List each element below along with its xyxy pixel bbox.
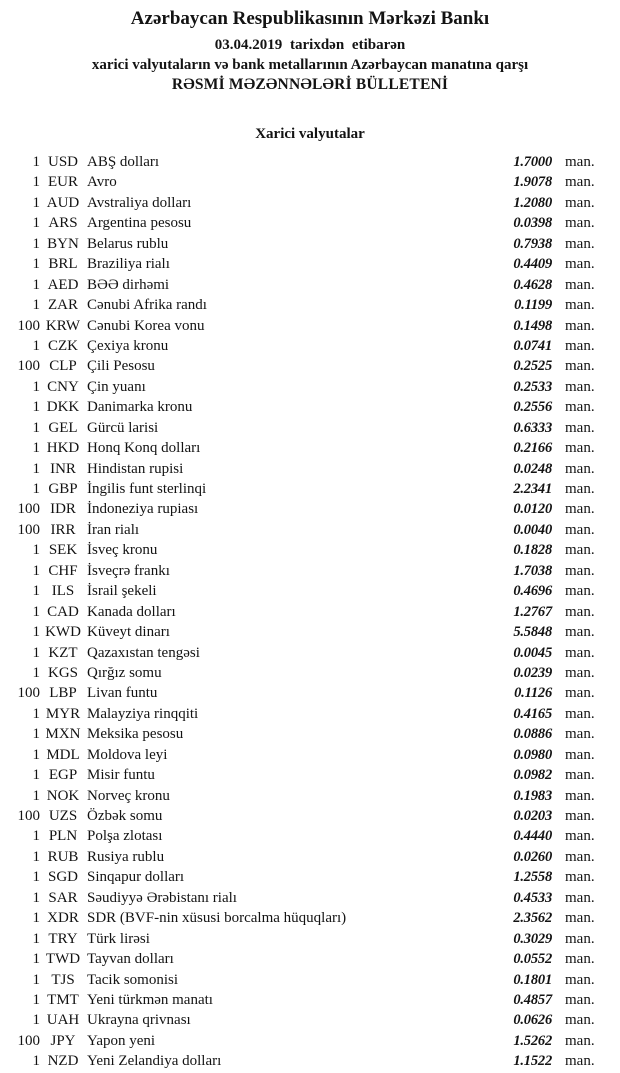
currency-name-cell: Türk lirəsi — [87, 930, 150, 947]
rate-value-cell: 0.1199 — [514, 297, 552, 314]
table-row — [0, 888, 620, 908]
currency-code-cell: GEL — [48, 419, 78, 436]
currency-code-cell: ZAR — [48, 297, 78, 314]
currency-name-cell: Qırğız somu — [87, 664, 162, 681]
rate-value-cell: 0.4165 — [513, 705, 552, 722]
currency-name-cell: İndoneziya rupiası — [87, 501, 199, 518]
subject-line: xarici valyutaların və bank metallarının Azərbaycan manatına qarşı — [91, 57, 529, 73]
currency-name-cell: Çili Pesosu — [87, 358, 155, 375]
unit-cell: man. — [565, 440, 595, 457]
currency-name-cell: Moldova leyi — [87, 746, 168, 763]
rate-value-cell: 0.4533 — [513, 889, 552, 906]
currency-name-cell: Səudiyyə Ərəbistanı rialı — [87, 889, 237, 906]
currency-code-cell: USD — [47, 154, 78, 170]
rate-value-cell: 0.1498 — [513, 317, 552, 334]
currency-name-cell: Polşa zlotası — [87, 828, 163, 845]
rate-value-cell: 0.4857 — [513, 991, 552, 1008]
unit-cell: man. — [565, 419, 595, 436]
table-row — [0, 234, 620, 254]
unit-cell: man. — [565, 235, 595, 252]
unit-cell: man. — [565, 930, 595, 947]
unit-cell: man. — [565, 297, 595, 314]
unit-cell: man. — [565, 358, 595, 375]
currency-code-cell: DKK — [46, 399, 80, 416]
quantity-cell: 1 — [32, 194, 40, 211]
currency-name-cell: İsrail şekeli — [87, 583, 157, 600]
currency-name-cell: Çexiya kronu — [87, 337, 169, 354]
bulletin-title: RƏSMİ MƏZƏNNƏLƏRİ BÜLLETENİ — [171, 76, 449, 93]
currency-code-cell: MXN — [45, 726, 81, 743]
table-row — [0, 765, 620, 785]
table-row — [0, 806, 620, 826]
rate-value-cell: 0.2533 — [513, 378, 552, 395]
currency-code-cell: IDR — [50, 501, 76, 518]
currency-name-cell: Belarus rublu — [87, 235, 169, 252]
rate-value-cell: 1.7000 — [513, 154, 552, 170]
table-row — [0, 213, 620, 233]
currency-code-cell: AED — [47, 276, 79, 293]
unit-cell: man. — [565, 378, 595, 395]
table-row — [0, 418, 620, 438]
currency-code-cell: EGP — [48, 767, 78, 784]
unit-cell: man. — [565, 991, 595, 1008]
quantity-cell: 1 — [32, 399, 40, 416]
rate-value-cell: 0.1801 — [513, 971, 552, 988]
unit-cell: man. — [565, 521, 595, 538]
quantity-cell: 1 — [32, 767, 40, 784]
currency-code-cell: SGD — [47, 869, 78, 886]
table-row — [0, 990, 620, 1010]
unit-cell: man. — [565, 848, 595, 865]
effective-date-line: 03.04.2019 tarixdən etibarən — [214, 37, 406, 53]
quantity-cell: 1 — [32, 256, 40, 273]
rate-value-cell: 0.0248 — [513, 460, 552, 477]
quantity-cell: 1 — [32, 562, 40, 579]
unit-cell: man. — [565, 910, 595, 927]
unit-cell: man. — [565, 889, 595, 906]
currency-code-cell: CNY — [47, 378, 79, 395]
table-row — [0, 683, 620, 703]
table-row — [0, 336, 620, 356]
table-row — [0, 745, 620, 765]
quantity-cell: 1 — [32, 378, 40, 395]
unit-cell: man. — [565, 583, 595, 600]
table-row — [0, 581, 620, 601]
rate-value-cell: 0.2166 — [513, 440, 552, 457]
unit-cell: man. — [565, 194, 595, 211]
quantity-cell: 1 — [32, 1053, 40, 1070]
currency-code-cell: MDL — [46, 746, 80, 763]
quantity-cell: 1 — [32, 991, 40, 1008]
currency-name-cell: Tacik somonisi — [87, 971, 179, 988]
rate-value-cell: 0.4409 — [513, 256, 552, 273]
unit-cell: man. — [565, 767, 595, 784]
rate-value-cell: 0.1828 — [513, 542, 552, 559]
currency-name-cell: Malayziya rinqqiti — [87, 705, 199, 722]
currency-name-cell: İngilis funt sterlinqi — [87, 481, 207, 497]
rate-value-cell: 0.4628 — [513, 276, 552, 293]
unit-cell: man. — [565, 276, 595, 293]
currency-code-cell: ARS — [48, 215, 78, 232]
unit-cell: man. — [565, 685, 595, 702]
rate-value-cell: 0.0982 — [513, 767, 552, 784]
currency-code-cell: XDR — [47, 910, 79, 927]
table-row — [0, 1010, 620, 1030]
unit-cell: man. — [565, 501, 595, 518]
currency-name-cell: Rusiya rublu — [87, 848, 165, 865]
currency-name-cell: Norveç kronu — [87, 787, 170, 804]
currency-code-cell: TMT — [47, 991, 79, 1008]
currency-code-cell: IRR — [50, 521, 76, 538]
currency-code-cell: TWD — [45, 951, 81, 968]
currency-code-cell: PLN — [48, 828, 78, 845]
unit-cell: man. — [565, 337, 595, 354]
quantity-cell: 1 — [32, 154, 40, 170]
table-row — [0, 499, 620, 519]
rate-value-cell: 0.3029 — [513, 930, 552, 947]
currency-name-cell: Honq Konq dolları — [87, 440, 201, 457]
currency-name-cell: Yeni türkmən manatı — [87, 991, 213, 1008]
quantity-cell: 1 — [32, 971, 40, 988]
rate-value-cell: 0.0398 — [513, 215, 552, 232]
currency-code-cell: SAR — [48, 889, 78, 906]
rate-value-cell: 1.1522 — [513, 1053, 552, 1070]
currency-name-cell: Qazaxıstan tengəsi — [87, 644, 200, 661]
rate-value-cell: 1.2558 — [513, 869, 552, 886]
rate-value-cell: 0.1983 — [513, 787, 552, 804]
table-row — [0, 520, 620, 540]
quantity-cell: 1 — [32, 174, 40, 191]
rate-value-cell: 5.5848 — [513, 624, 552, 641]
quantity-cell: 1 — [32, 705, 40, 722]
quantity-cell: 1 — [32, 603, 40, 620]
currency-code-cell: KGS — [47, 664, 78, 681]
currency-name-cell: Cənubi Afrika randı — [87, 297, 207, 314]
unit-cell: man. — [565, 869, 595, 886]
currency-name-cell: Avstraliya dolları — [87, 194, 192, 211]
unit-cell: man. — [565, 787, 595, 804]
currency-code-cell: BYN — [47, 235, 79, 252]
currency-name-cell: Avro — [87, 174, 117, 191]
unit-cell: man. — [565, 460, 595, 477]
currency-name-cell: ABŞ dolları — [87, 154, 160, 170]
currency-code-cell: GBP — [48, 481, 78, 497]
currency-code-cell: EUR — [48, 174, 78, 191]
unit-cell: man. — [565, 705, 595, 722]
currency-name-cell: Argentina pesosu — [87, 215, 192, 232]
quantity-cell: 100 — [17, 808, 40, 824]
rate-value-cell: 0.6333 — [513, 419, 552, 436]
table-row — [0, 622, 620, 642]
currency-name-cell: İran rialı — [87, 521, 140, 538]
table-row — [0, 826, 620, 846]
quantity-cell: 1 — [32, 235, 40, 252]
table-row — [0, 1031, 620, 1051]
table-row — [0, 908, 620, 928]
rate-value-cell: 0.0626 — [513, 1012, 552, 1029]
table-row — [0, 193, 620, 213]
currency-code-cell: ILS — [51, 583, 75, 600]
unit-cell: man. — [565, 951, 595, 968]
unit-cell: man. — [565, 746, 595, 763]
currency-name-cell: Yeni Zelandiya dolları — [87, 1053, 222, 1070]
table-row — [0, 316, 620, 336]
quantity-cell: 1 — [32, 746, 40, 763]
currency-code-cell: AUD — [46, 194, 80, 211]
currency-code-cell: CZK — [48, 337, 78, 354]
table-row — [0, 643, 620, 663]
currency-name-cell: Livan funtu — [87, 685, 158, 702]
quantity-cell: 1 — [32, 910, 40, 927]
currency-name-cell: Cənubi Korea vonu — [87, 317, 205, 334]
unit-cell: man. — [565, 215, 595, 232]
table-row — [0, 949, 620, 969]
table-row — [0, 397, 620, 417]
currency-name-cell: Hindistan rupisi — [87, 460, 184, 477]
currency-code-cell: UZS — [48, 808, 78, 824]
rate-value-cell: 0.0120 — [513, 501, 552, 518]
quantity-cell: 1 — [32, 583, 40, 600]
unit-cell: man. — [565, 317, 595, 334]
quantity-cell: 100 — [17, 358, 40, 375]
quantity-cell: 1 — [32, 930, 40, 947]
table-row — [0, 1051, 620, 1071]
currency-name-cell: BƏƏ dirhəmi — [87, 276, 170, 293]
currency-code-cell: LBP — [49, 685, 77, 702]
currency-code-cell: KRW — [45, 317, 81, 334]
currency-name-cell: İsveçrə frankı — [87, 562, 170, 579]
currency-code-cell: JPY — [50, 1032, 76, 1049]
table-row — [0, 479, 620, 499]
bank-name-title: Azərbaycan Respublikasının Mərkəzi Bankı — [130, 8, 490, 29]
unit-cell: man. — [565, 154, 595, 170]
quantity-cell: 100 — [17, 317, 40, 334]
table-row — [0, 847, 620, 867]
quantity-cell: 1 — [32, 542, 40, 559]
currency-code-cell: TRY — [48, 930, 78, 947]
rate-value-cell: 0.2556 — [513, 399, 552, 416]
quantity-cell: 1 — [32, 848, 40, 865]
currency-name-cell: Gürcü larisi — [87, 419, 159, 436]
rate-value-cell: 1.7038 — [513, 562, 552, 579]
rate-value-cell: 0.0040 — [513, 521, 552, 538]
unit-cell: man. — [565, 828, 595, 845]
exchange-rates-table — [0, 152, 620, 1072]
table-row — [0, 663, 620, 683]
quantity-cell: 1 — [32, 828, 40, 845]
unit-cell: man. — [565, 562, 595, 579]
quantity-cell: 100 — [17, 501, 40, 518]
rate-value-cell: 0.0203 — [513, 808, 552, 824]
quantity-cell: 100 — [17, 521, 40, 538]
currency-code-cell: BRL — [48, 256, 78, 273]
currency-code-cell: INR — [50, 460, 76, 477]
unit-cell: man. — [565, 542, 595, 559]
rate-value-cell: 0.0260 — [513, 848, 552, 865]
rate-value-cell: 0.4440 — [513, 828, 552, 845]
table-row — [0, 377, 620, 397]
rate-value-cell: 0.1126 — [514, 685, 552, 702]
currency-name-cell: Çin yuanı — [87, 378, 146, 395]
unit-cell: man. — [565, 726, 595, 743]
rate-value-cell: 0.0741 — [513, 337, 552, 354]
currency-name-cell: Kanada dolları — [87, 603, 176, 620]
quantity-cell: 100 — [17, 1032, 40, 1049]
unit-cell: man. — [565, 971, 595, 988]
unit-cell: man. — [565, 1053, 595, 1070]
table-row — [0, 254, 620, 274]
currency-code-cell: TJS — [51, 971, 75, 988]
unit-cell: man. — [565, 481, 595, 497]
quantity-cell: 1 — [32, 460, 40, 477]
quantity-cell: 1 — [32, 337, 40, 354]
table-row — [0, 172, 620, 192]
currency-code-cell: NOK — [46, 787, 80, 804]
quantity-cell: 1 — [32, 787, 40, 804]
table-row — [0, 459, 620, 479]
currency-name-cell: Misir funtu — [87, 767, 155, 784]
table-row — [0, 540, 620, 560]
quantity-cell: 1 — [32, 297, 40, 314]
unit-cell: man. — [565, 664, 595, 681]
rate-value-cell: 1.5262 — [513, 1032, 552, 1049]
table-row — [0, 561, 620, 581]
rate-value-cell: 1.2767 — [513, 603, 552, 620]
currency-code-cell: MYR — [45, 705, 81, 722]
rate-value-cell: 0.0239 — [513, 664, 552, 681]
currency-name-cell: SDR (BVF-nin xüsusi borcalma hüquqları) — [87, 910, 347, 927]
currency-code-cell: CAD — [47, 603, 79, 620]
quantity-cell: 1 — [32, 624, 40, 641]
unit-cell: man. — [565, 256, 595, 273]
rate-value-cell: 0.4696 — [513, 583, 552, 600]
section-title-foreign-currencies: Xarici valyutalar — [255, 126, 365, 142]
quantity-cell: 1 — [32, 276, 40, 293]
currency-name-cell: Danimarka kronu — [87, 399, 193, 416]
table-row — [0, 704, 620, 724]
currency-name-cell: Ukrayna qrivnası — [87, 1012, 191, 1029]
currency-code-cell: RUB — [47, 848, 79, 865]
currency-name-cell: Sinqapur dolları — [87, 869, 185, 886]
table-row — [0, 929, 620, 949]
currency-name-cell: Meksika pesosu — [87, 726, 184, 743]
rate-value-cell: 2.3562 — [513, 910, 552, 927]
quantity-cell: 1 — [32, 726, 40, 743]
rate-value-cell: 2.2341 — [513, 481, 552, 497]
currency-code-cell: CLP — [49, 358, 77, 375]
bulletin-header — [0, 8, 620, 94]
quantity-cell: 1 — [32, 419, 40, 436]
quantity-cell: 1 — [32, 481, 40, 497]
table-row — [0, 295, 620, 315]
table-row — [0, 970, 620, 990]
currency-code-cell: KZT — [48, 644, 78, 661]
quantity-cell: 1 — [32, 869, 40, 886]
rate-value-cell: 1.2080 — [513, 194, 552, 211]
quantity-cell: 1 — [32, 664, 40, 681]
table-row — [0, 724, 620, 744]
table-row — [0, 356, 620, 376]
rate-value-cell: 0.2525 — [513, 358, 552, 375]
currency-code-cell: NZD — [47, 1053, 79, 1070]
unit-cell: man. — [565, 399, 595, 416]
quantity-cell: 1 — [32, 951, 40, 968]
currency-name-cell: Braziliya rialı — [87, 256, 170, 273]
currency-code-cell: KWD — [45, 624, 81, 641]
currency-code-cell: CHF — [48, 562, 78, 579]
currency-code-cell: SEK — [48, 542, 78, 559]
quantity-cell: 1 — [32, 1012, 40, 1029]
unit-cell: man. — [565, 1032, 595, 1049]
unit-cell: man. — [565, 808, 595, 824]
table-row — [0, 786, 620, 806]
table-row — [0, 438, 620, 458]
table-row — [0, 602, 620, 622]
rate-value-cell: 0.0980 — [513, 746, 552, 763]
currency-name-cell: Tayvan dolları — [87, 951, 174, 968]
currency-name-cell: Küveyt dinarı — [87, 624, 170, 641]
rate-value-cell: 0.0886 — [513, 726, 552, 743]
currency-name-cell: Özbək somu — [87, 808, 163, 824]
unit-cell: man. — [565, 624, 595, 641]
quantity-cell: 1 — [32, 889, 40, 906]
table-row — [0, 152, 620, 172]
rate-value-cell: 0.0552 — [513, 951, 552, 968]
table-row — [0, 275, 620, 295]
quantity-cell: 1 — [32, 440, 40, 457]
table-row — [0, 867, 620, 887]
unit-cell: man. — [565, 644, 595, 661]
currency-code-cell: HKD — [46, 440, 80, 457]
rate-value-cell: 0.0045 — [513, 644, 552, 661]
unit-cell: man. — [565, 1012, 595, 1029]
currency-name-cell: Yapon yeni — [87, 1032, 156, 1049]
rate-value-cell: 0.7938 — [513, 235, 552, 252]
unit-cell: man. — [565, 603, 595, 620]
currency-code-cell: UAH — [46, 1012, 80, 1029]
quantity-cell: 1 — [32, 644, 40, 661]
quantity-cell: 100 — [17, 685, 40, 702]
unit-cell: man. — [565, 174, 595, 191]
quantity-cell: 1 — [32, 215, 40, 232]
currency-name-cell: İsveç kronu — [87, 542, 158, 559]
rate-value-cell: 1.9078 — [513, 174, 552, 191]
